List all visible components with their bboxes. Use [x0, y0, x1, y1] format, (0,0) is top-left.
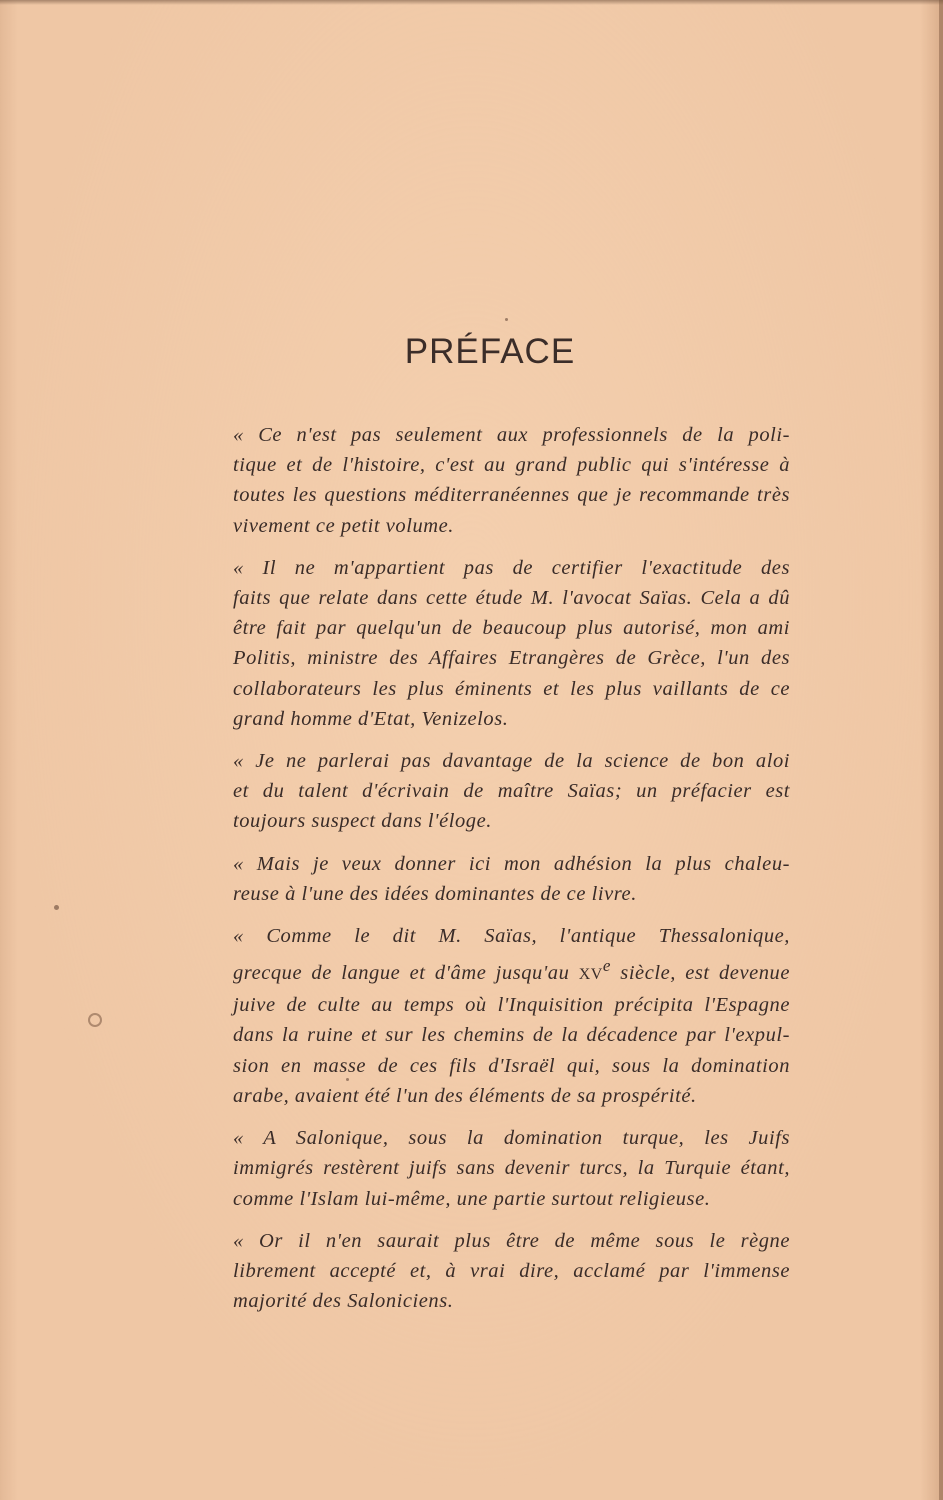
text-line-tail: siècle, est devenue: [610, 962, 790, 985]
paper-stain: [88, 1013, 102, 1027]
text-line: vivement ce petit volume.: [233, 514, 454, 537]
text-line: faits que relate dans cette étude M. l'avocat Saïas. Cela a dû: [233, 587, 790, 610]
text-line-start: grecque de langue et d'âme jusqu'au: [233, 962, 579, 985]
text-line: collaborateurs les plus éminents et les plus vaillants de ce: [233, 677, 790, 700]
text-line: et du talent d'écrivain de maître Saïas; un préfacier est: [233, 780, 790, 803]
text-line: toutes les questions méditerranéennes que je recommande très: [233, 484, 790, 507]
paragraph-7: [189, 1226, 790, 1317]
paragraph-5: [189, 921, 790, 1111]
text-line: librement accepté et, à vrai dire, acclamé par l'immense: [233, 1259, 790, 1282]
text-line: juive de culte au temps où l'Inquisition précipita l'Espagne: [233, 994, 790, 1017]
text-line: « A Salonique, sous la domination turque, les Juifs: [233, 1127, 790, 1150]
text-line: reuse à l'une des idées dominantes de ce livre.: [233, 882, 637, 905]
text-line: être fait par quelqu'un de beaucoup plus autorisé, mon ami: [233, 617, 790, 640]
text-line: comme l'Islam lui-même, une partie surtout religieuse.: [233, 1187, 711, 1210]
text-line: « Comme le dit M. Saïas, l'antique Thessalonique,: [233, 925, 790, 948]
text-line: grand homme d'Etat, Venizelos.: [233, 707, 509, 730]
page-top-edge: [0, 0, 943, 5]
text-line: arabe, avaient été l'un des éléments de sa prospérité.: [233, 1084, 697, 1107]
page-right-edge: [939, 0, 943, 1500]
text-line: « Ce n'est pas seulement aux professionnels de la poli-: [233, 424, 790, 446]
text-line: « Or il n'en saurait plus être de même sous le règne: [233, 1229, 790, 1252]
paper-speck: [346, 1078, 349, 1081]
text-line: Politis, ministre des Affaires Etrangères de Grèce, l'un des: [233, 647, 790, 670]
text-line: toujours suspect dans l'éloge.: [233, 810, 492, 833]
preface-text: [189, 420, 790, 1328]
paragraph-2: [189, 553, 790, 734]
paper-speck: [54, 905, 59, 910]
century-suffix: e: [602, 956, 611, 976]
text-line: immigrés restèrent juifs sans devenir turcs, la Turquie étant,: [233, 1157, 790, 1180]
page-title: PRÉFACE: [404, 332, 576, 371]
text-line: tique et de l'histoire, c'est au grand public qui s'intéresse à: [233, 454, 790, 477]
paragraph-4: [189, 849, 790, 909]
century-numeral: XV: [578, 966, 603, 984]
paragraph-6: [189, 1123, 790, 1214]
text-line: « Mais je veux donner ici mon adhésion la plus chaleu-: [233, 852, 790, 875]
paragraph-1: [189, 420, 790, 541]
text-line-with-century: [189, 951, 790, 990]
text-line: dans la ruine et sur les chemins de la décadence par l'expul-: [233, 1024, 790, 1047]
paper-speck: [505, 318, 508, 321]
text-line: « Il ne m'appartient pas de certifier l'exactitude des: [233, 556, 790, 579]
text-line: « Je ne parlerai pas davantage de la science de bon aloi: [233, 750, 790, 773]
text-line: majorité des Saloniciens.: [233, 1290, 454, 1313]
paragraph-3: [189, 746, 790, 837]
text-line: sion en masse de ces fils d'Israël qui, sous la domination: [233, 1054, 790, 1077]
